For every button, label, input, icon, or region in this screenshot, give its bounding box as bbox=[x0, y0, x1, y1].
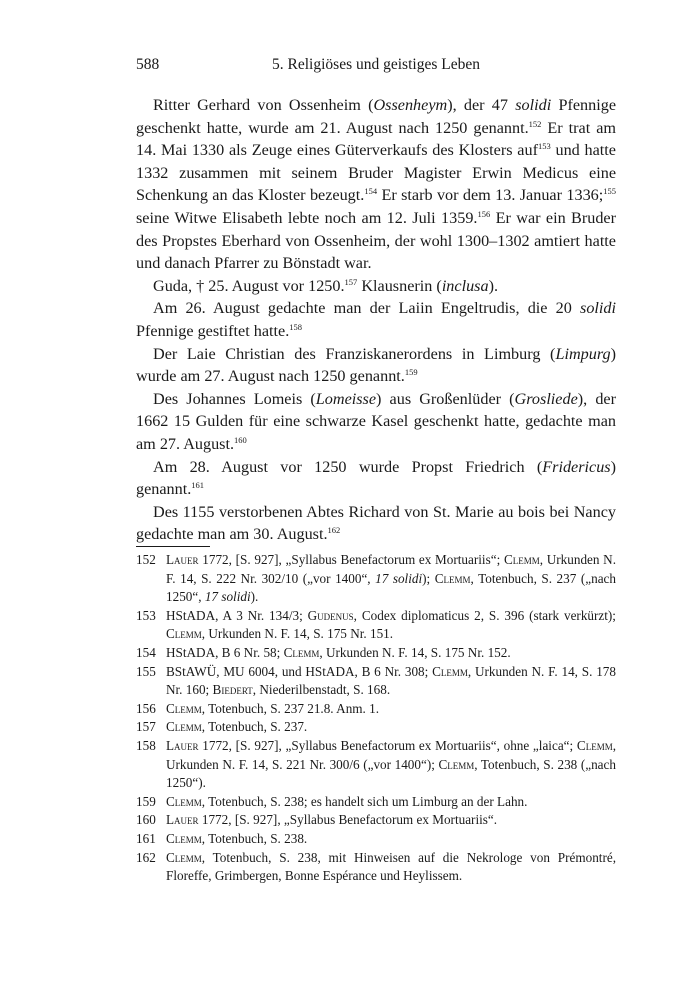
footnote-separator bbox=[136, 546, 210, 547]
main-text bbox=[136, 94, 616, 546]
footnote-text: Clemm, Totenbuch, S. 238. bbox=[166, 830, 308, 846]
footnote-number: 161 bbox=[136, 830, 156, 846]
italic-term: solidi bbox=[515, 96, 552, 114]
italic-term: Fridericus bbox=[542, 457, 611, 476]
author-name: Lauer bbox=[166, 552, 199, 567]
footnote-162 bbox=[136, 849, 616, 886]
footnote-text: Clemm, Totenbuch, S. 237. bbox=[166, 719, 308, 735]
footnote-ref: 153 bbox=[537, 141, 551, 152]
author-name: Clemm bbox=[438, 756, 475, 772]
paragraph-richard: Des 1155 verstorbenen Abtes Richard von St. Marie au bois bei Nancy gedachte man am 30. August.$^{162}$ bbox=[136, 502, 616, 544]
page-number: 588 bbox=[136, 56, 160, 73]
author-name: Clemm bbox=[166, 626, 202, 642]
author-name: Lauer bbox=[166, 812, 199, 828]
footnote-156 bbox=[136, 700, 616, 719]
footnote-ref: 161 bbox=[191, 480, 205, 491]
footnote-160 bbox=[136, 811, 616, 830]
running-title: 5. Religiöses und geistiges Leben bbox=[272, 56, 480, 73]
footnote-ref: 158 bbox=[289, 321, 303, 332]
author-name: Clemm bbox=[432, 663, 468, 679]
paragraph-lomeis: Des Johannes Lomeis (Lomeisse) aus Großenlüder (Grosliede), der 1662 15 Gulden für eine schwarze Kasel geschenkt hatte, gedachte man am 27. August.$^{160}$ bbox=[136, 389, 616, 453]
footnote-text: BStAWÜ, MU 6004, und HStADA, B 6 Nr. 308; Clemm, Urkunden N. F. 14, S. 178 Nr. 160; Biedert, Niederilbenstadt, S. 168. bbox=[166, 663, 616, 698]
paragraph-friedrich: Am 28. August vor 1250 wurde Propst Friedrich (Fridericus) genannt.$^{161}$ bbox=[136, 457, 616, 499]
italic-term: solidi bbox=[580, 299, 616, 318]
footnote-ref: 152 bbox=[528, 118, 542, 129]
footnote-number: 154 bbox=[136, 644, 156, 660]
footnote-text: Lauer 1772, [S. 927], „Syllabus Benefactorum ex Mortuariis“. bbox=[166, 812, 498, 828]
italic-term: Ossenheym bbox=[373, 96, 448, 114]
italic-term: 17 solidi bbox=[375, 570, 423, 586]
footnote-number: 162 bbox=[136, 849, 156, 865]
footnote-ref: 156 bbox=[477, 208, 491, 219]
footnote-text: Lauer 1772, [S. 927], „Syllabus Benefactorum ex Mortuariis“; Clemm, Urkunden N. F. 14, S. 222 Nr. 302/10 („vor 1400“, 17 solidi); Clemm, Totenbuch, S. 237 („nach 1250“, 17 solidi). bbox=[166, 552, 617, 605]
author-name: Clemm bbox=[503, 552, 540, 567]
footnote-152 bbox=[136, 551, 616, 607]
author-name: Clemm bbox=[166, 830, 202, 846]
author-name: Clemm bbox=[166, 849, 202, 865]
italic-term: Lomeisse bbox=[315, 389, 377, 408]
footnote-text: Clemm, Totenbuch, S. 237 21.8. Anm. 1. bbox=[166, 700, 380, 716]
footnote-text: HStADA, B 6 Nr. 58; Clemm, Urkunden N. F. 14, S. 175 Nr. 152. bbox=[166, 644, 511, 660]
author-name: Clemm bbox=[283, 644, 320, 660]
footnote-ref: 154 bbox=[364, 186, 378, 197]
footnote-number: 153 bbox=[136, 607, 156, 623]
author-name: Gudenus bbox=[307, 607, 354, 623]
footnotes bbox=[136, 551, 616, 886]
paragraph-engeltrudis: Am 26. August gedachte man der Laiin Engeltrudis, die 20 solidi Pfennige gestiftet hatte.$^{158}$ bbox=[136, 299, 616, 340]
italic-term: Grosliede bbox=[514, 389, 578, 408]
footnote-ref: 155 bbox=[603, 186, 616, 197]
author-name: Clemm bbox=[166, 719, 202, 735]
footnote-number: 152 bbox=[136, 552, 156, 567]
author-name: Clemm bbox=[434, 570, 471, 586]
paragraph-guda: Guda, † 25. August vor 1250.$^{157}$ Klausnerin (inclusa). bbox=[153, 276, 499, 295]
author-name: Clemm bbox=[166, 700, 202, 716]
paragraph-christian: Der Laie Christian des Franziskanerordens in Limburg (Limpurg) wurde am 27. August nach 1250 genannt.$^{159}$ bbox=[136, 344, 616, 386]
footnote-text: Clemm, Totenbuch, S. 238, mit Hinweisen auf die Nekrologe von Prémontré, Floreffe, Grimbergen, Bonne Espérance und Heylissem. bbox=[166, 849, 616, 884]
footnote-153 bbox=[136, 607, 616, 644]
footnote-number: 160 bbox=[136, 812, 156, 828]
footnote-number: 158 bbox=[136, 737, 156, 753]
italic-term: Limpurg bbox=[555, 344, 611, 363]
footnote-text: HStADA, A 3 Nr. 134/3; Gudenus, Codex diplomaticus 2, S. 396 (stark verkürzt); Clemm, Urkunden N. F. 14, S. 175 Nr. 151. bbox=[166, 607, 616, 642]
footnote-161 bbox=[136, 830, 616, 849]
italic-term: inclusa bbox=[441, 276, 489, 295]
author-name: Biedert bbox=[212, 682, 253, 698]
paragraph-ossenheim: Ritter Gerhard von Ossenheim (Ossenheym), der 47 solidi Pfennige geschenkt hatte, wurde am 21. August nach 1250 genannt.$^{152}$ Er trat am 14. Mai 1330 als Zeuge eines Güterverkaufs des Klosters auf$^{153}$ und hatte 1332 zusammen mit seinem Bruder Magister Erwin Medicus eine Schenkung an das Kloster bezeugt.$^{154}$ Er starb vor dem 13. Januar 1336;$^{155}$ seine Witwe Elisabeth lebte noch am 12. Juli 1359.$^{156}$ Er war ein Bruder des Propstes Eberhard von Ossenheim, der wohl 1300–1302 amtiert hatte und danach Pfarrer zu Bönstadt war. bbox=[136, 96, 617, 273]
footnote-159 bbox=[136, 793, 616, 812]
footnote-157 bbox=[136, 718, 616, 737]
author-name: Lauer bbox=[166, 737, 199, 753]
author-name: Clemm bbox=[166, 793, 202, 809]
footnote-number: 157 bbox=[136, 719, 156, 735]
footnote-ref: 162 bbox=[327, 525, 341, 536]
page-header bbox=[136, 56, 616, 78]
footnote-158 bbox=[136, 737, 616, 793]
footnote-text: Lauer 1772, [S. 927], „Syllabus Benefactorum ex Mortuariis“, ohne „laica“; Clemm, Urkunden N. F. 14, S. 221 Nr. 300/6 („vor 1400“); Clemm, Totenbuch, S. 238 („nach 1250“). bbox=[166, 737, 616, 791]
footnote-ref: 160 bbox=[234, 434, 247, 445]
italic-term: 17 solidi bbox=[204, 589, 251, 605]
footnote-text: Clemm, Totenbuch, S. 238; es handelt sich um Limburg an der Lahn. bbox=[166, 793, 528, 809]
footnote-number: 156 bbox=[136, 700, 156, 716]
footnote-number: 159 bbox=[136, 793, 156, 809]
footnote-154 bbox=[136, 644, 616, 663]
footnote-ref: 157 bbox=[344, 276, 358, 287]
footnote-ref: 159 bbox=[404, 367, 418, 378]
footnote-number: 155 bbox=[136, 663, 156, 679]
author-name: Clemm bbox=[576, 737, 613, 753]
footnote-155 bbox=[136, 663, 616, 700]
